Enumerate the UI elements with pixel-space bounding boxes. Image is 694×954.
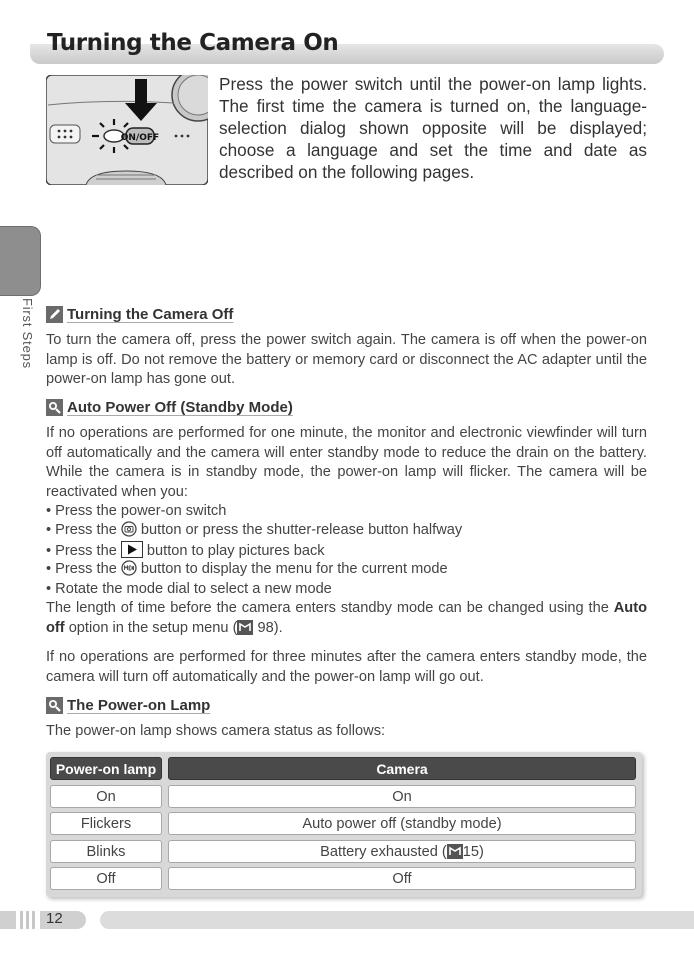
standby-body: If no operations are performed for one minute, the monitor and electronic viewfinder will turn off automatically and the camera will enter standby mode to reduce the drain on the battery. While the camera is in standby mode, the power-on lamp will flicker. The camera will be reactivated when you: <box>46 425 647 500</box>
table-cell-lamp: Blinks <box>50 840 162 863</box>
table-header-lamp: Power-on lamp <box>50 757 162 780</box>
page-number: 12 <box>46 910 63 927</box>
chapter-tab <box>0 226 41 296</box>
camera-off-heading <box>46 306 233 323</box>
magnifier-note-icon <box>46 697 63 714</box>
table-cell-lamp: Flickers <box>50 812 162 835</box>
power-lamp-heading <box>46 697 210 714</box>
shooting-mode-button-icon <box>121 521 137 537</box>
standby-extra: If no operations are performed for three minutes after the camera enters standby mode, the camera will turn off automatically and the power-on lamp will go out. <box>46 649 647 685</box>
camera-off-body: To turn the camera off, press the power switch again. The camera is off when the power-on lamp is off. Do not remove the battery or memory card or disconnect the AC adapter until the power-on lamp has gone out. <box>46 332 647 387</box>
page-reference-icon <box>447 844 463 859</box>
page-title: Turning the Camera On <box>47 30 339 56</box>
table-cell-lamp: On <box>50 785 162 808</box>
bullet-shoot-button: • Press the button or press the shutter-release button halfway <box>46 522 463 538</box>
bullet-mode-dial: • Rotate the mode dial to select a new mode <box>46 581 332 597</box>
camera-off-title: Turning the Camera Off <box>67 306 234 323</box>
power-lamp-intro: The power-on lamp shows camera status as follows: <box>46 723 386 739</box>
magnifier-note-icon <box>46 399 63 416</box>
table-header-camera: Camera <box>168 757 636 780</box>
standby-note: The length of time before the camera enters standby mode can be changed using the Auto off option in the setup menu ( 98). <box>46 600 647 636</box>
menu-button-icon <box>121 560 137 576</box>
camera-power-switch-illustration <box>46 75 208 185</box>
play-button-icon <box>121 541 143 558</box>
power-lamp-table <box>46 752 642 897</box>
standby-title: Auto Power Off (Standby Mode) <box>67 399 293 416</box>
table-cell-camera: Off <box>168 867 636 890</box>
standby-heading <box>46 399 293 416</box>
table-cell-camera: Battery exhausted ( 15) <box>168 840 636 863</box>
pencil-note-icon <box>46 306 63 323</box>
power-lamp-title: The Power-on Lamp <box>67 697 211 714</box>
table-cell-lamp: Off <box>50 867 162 890</box>
footer-bar <box>100 911 694 929</box>
page-reference-icon <box>237 620 253 635</box>
table-cell-camera: On <box>168 785 636 808</box>
bullet-play-button: • Press the button to play pictures back <box>46 543 325 559</box>
bullet-menu-button: • Press the button to display the menu for the current mode <box>46 561 448 577</box>
power-switch-label: ON/OFF <box>120 133 160 143</box>
footer-stripes <box>0 911 36 929</box>
intro-paragraph: Press the power switch until the power-on lamp lights. The first time the camera is turned on, the language-selection dialog shown opposite will be displayed; choose a language and set the time and date as described on the following pages. <box>219 74 647 182</box>
chapter-label: First Steps <box>20 298 35 369</box>
table-cell-camera: Auto power off (standby mode) <box>168 812 636 835</box>
bullet-power-switch: • Press the power-on switch <box>46 503 227 519</box>
